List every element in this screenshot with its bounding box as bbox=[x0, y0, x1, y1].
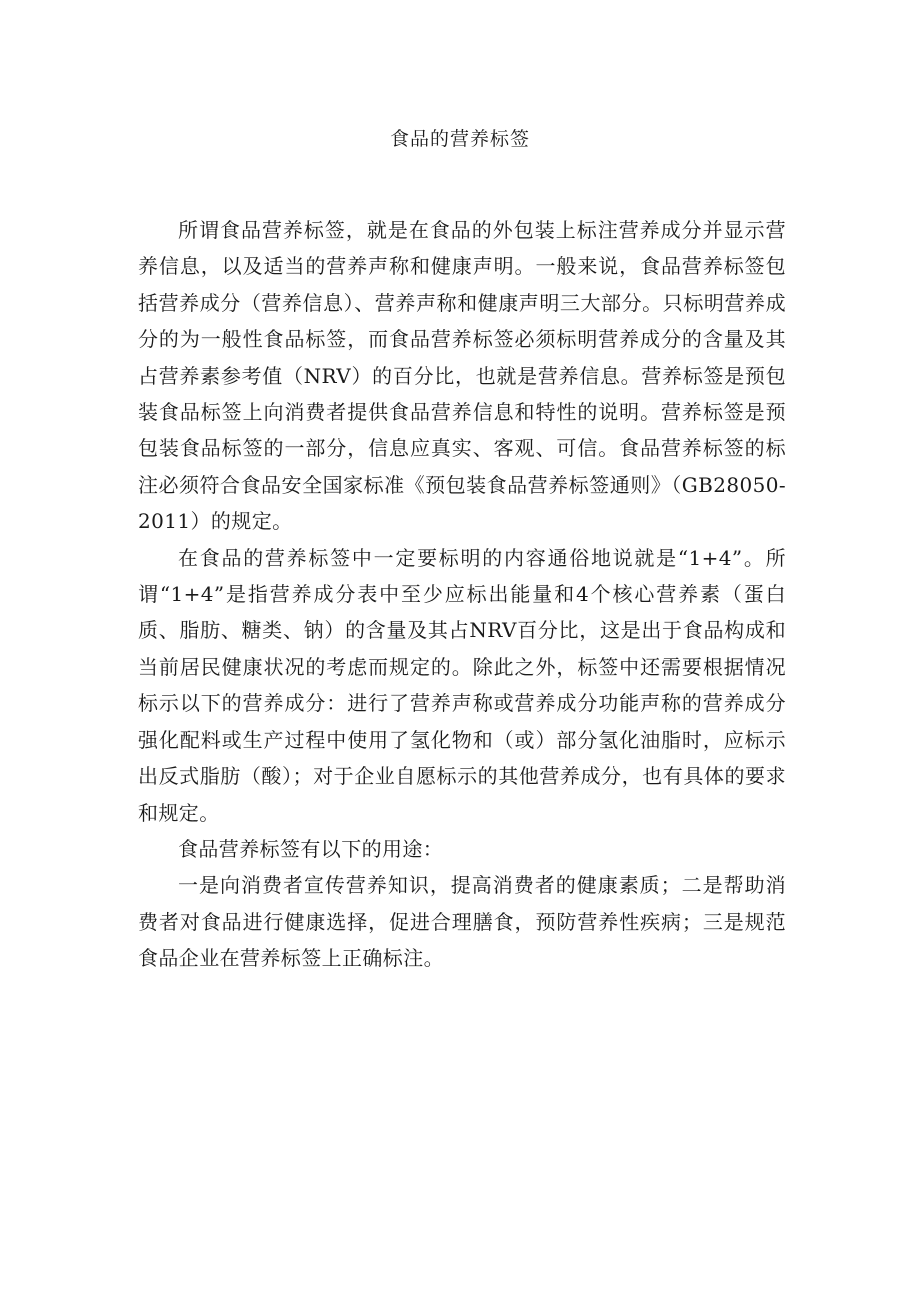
paragraph-requirements: 在食品的营养标签中一定要标明的内容通俗地说就是“1+4”。所谓“1+4”是指营养成分表中至少应标出能量和4个核心营养素（蛋白质、脂肪、糖类、钠）的含量及其占NRV百分比，这是出于食品构成和当前居民健康状况的考虑而规定的。除此之外，标签中还需要根据情况标示以下的营养成分：进行了营养声称或营养成分功能声称的营养成分强化配料或生产过程中使用了氢化物和（或）部分氢化油脂时，应标示出反式脂肪（酸）；对于企业自愿标示的其他营养成分，也有具体的要求和规定。 bbox=[138, 545, 786, 825]
paragraph-uses-intro: 食品营养标签有以下的用途： bbox=[178, 836, 444, 861]
document-title: 食品的营养标签 bbox=[389, 128, 530, 150]
paragraph-uses-list: 一是向消费者宣传营养知识，提高消费者的健康素质；二是帮助消费者对食品进行健康选择，促进合理膳食，预防营养性疾病；三是规范食品企业在营养标签上正确标注。 bbox=[138, 873, 786, 971]
document-body bbox=[138, 212, 786, 977]
paragraph-definition: 所谓食品营养标签，就是在食品的外包装上标注营养成分并显示营养信息，以及适当的营养声称和健康声明。一般来说，食品营养标签包括营养成分（营养信息）、营养声称和健康声明三大部分。只标明营养成分的为一般性食品标签，而食品营养标签必须标明营养成分的含量及其占营养素参考值（NRV）的百分比，也就是营养信息。营养标签是预包装食品标签上向消费者提供食品营养信息和特性的说明。营养标签是预包装食品标签的一部分，信息应真实、客观、可信。食品营养标签的标注必须符合食品安全国家标准《预包装食品营养标签通则》（GB28050-2011）的规定。 bbox=[138, 218, 786, 534]
